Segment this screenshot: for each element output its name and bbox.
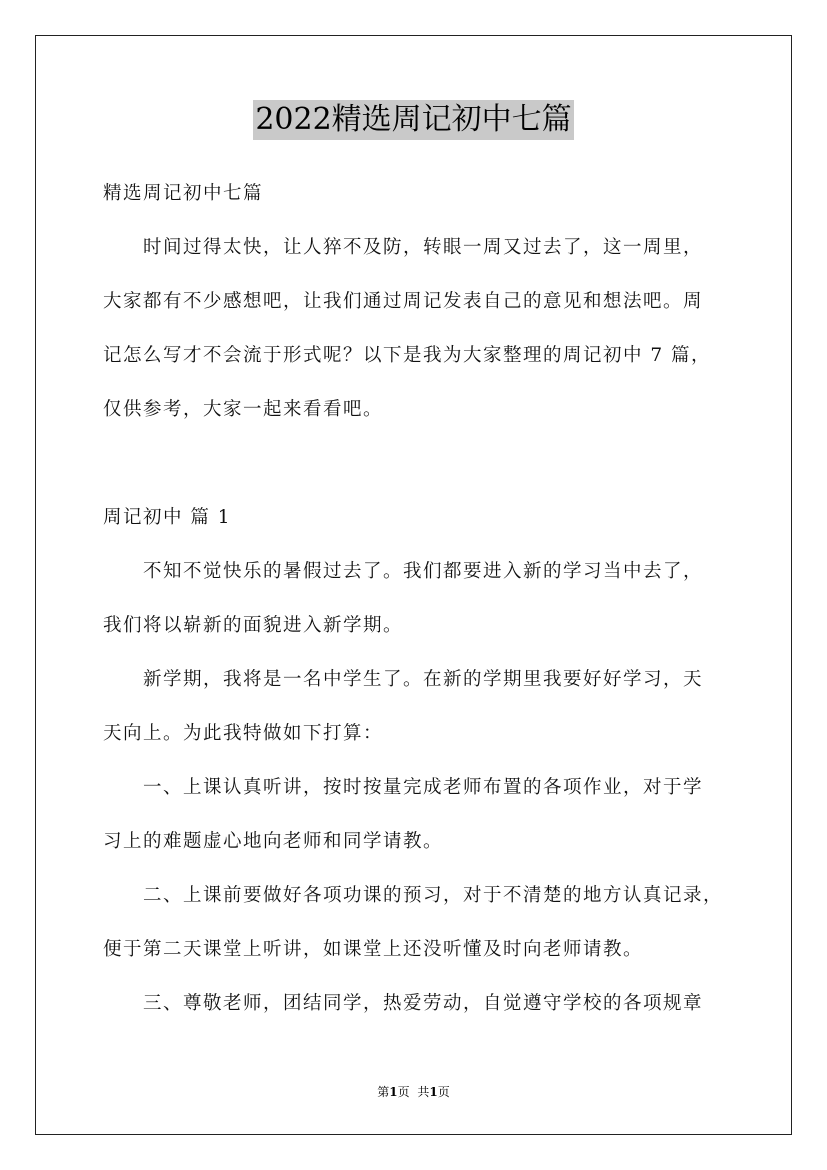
blank-line (103, 446, 725, 500)
text-line: 二、上课前要做好各项功课的预习，对于不清楚的地方认真记录， (143, 885, 724, 906)
text-line: 新学期，我将是一名中学生了。在新的学期里我要好好学习，天 (143, 669, 704, 690)
text-line: 周记初中 篇 1 (103, 507, 232, 528)
text-line: 仅供参考，大家一起来看看吧。 (103, 399, 384, 420)
text-line: 大家都有不少感想吧，让我们通过周记发表自己的意见和想法吧。周 (103, 291, 704, 312)
text-line: 习上的难题虚心地向老师和同学请教。 (103, 831, 444, 852)
total-suffix: 页 (437, 1085, 450, 1099)
total-prefix: 共 (417, 1085, 430, 1099)
text-line: 便于第二天课堂上听讲，如课堂上还没听懂及时向老师请教。 (103, 939, 644, 960)
page-total-label (417, 1085, 449, 1099)
text-line: 我们将以崭新的面貌进入新学期。 (103, 615, 404, 636)
text-line: 时间过得太快，让人猝不及防，转眼一周又过去了，这一周里， (143, 237, 704, 258)
text-line: 三、尊敬老师，团结同学，热爱劳动，自觉遵守学校的各项规章 (143, 993, 704, 1014)
document-body (103, 176, 725, 1040)
document-title: 2022精选周记初中七篇 (253, 100, 573, 140)
page-total: 1 (429, 1085, 438, 1099)
text-line: 不知不觉快乐的暑假过去了。我们都要进入新的学习当中去了， (143, 561, 704, 582)
text-line: 记怎么写才不会流于形式呢？以下是我为大家整理的周记初中 7 篇， (103, 345, 712, 366)
text-line: 天向上。为此我特做如下打算： (103, 723, 384, 744)
page-footer (0, 1083, 827, 1101)
text-line: 一、上课认真听讲，按时按量完成老师布置的各项作业，对于学 (143, 777, 704, 798)
page-number-label (377, 1085, 409, 1099)
page-current: 1 (389, 1085, 398, 1099)
title-area (0, 100, 827, 140)
text-line: 精选周记初中七篇 (103, 183, 264, 204)
page-prefix: 第 (377, 1085, 390, 1099)
page-suffix: 页 (397, 1085, 410, 1099)
